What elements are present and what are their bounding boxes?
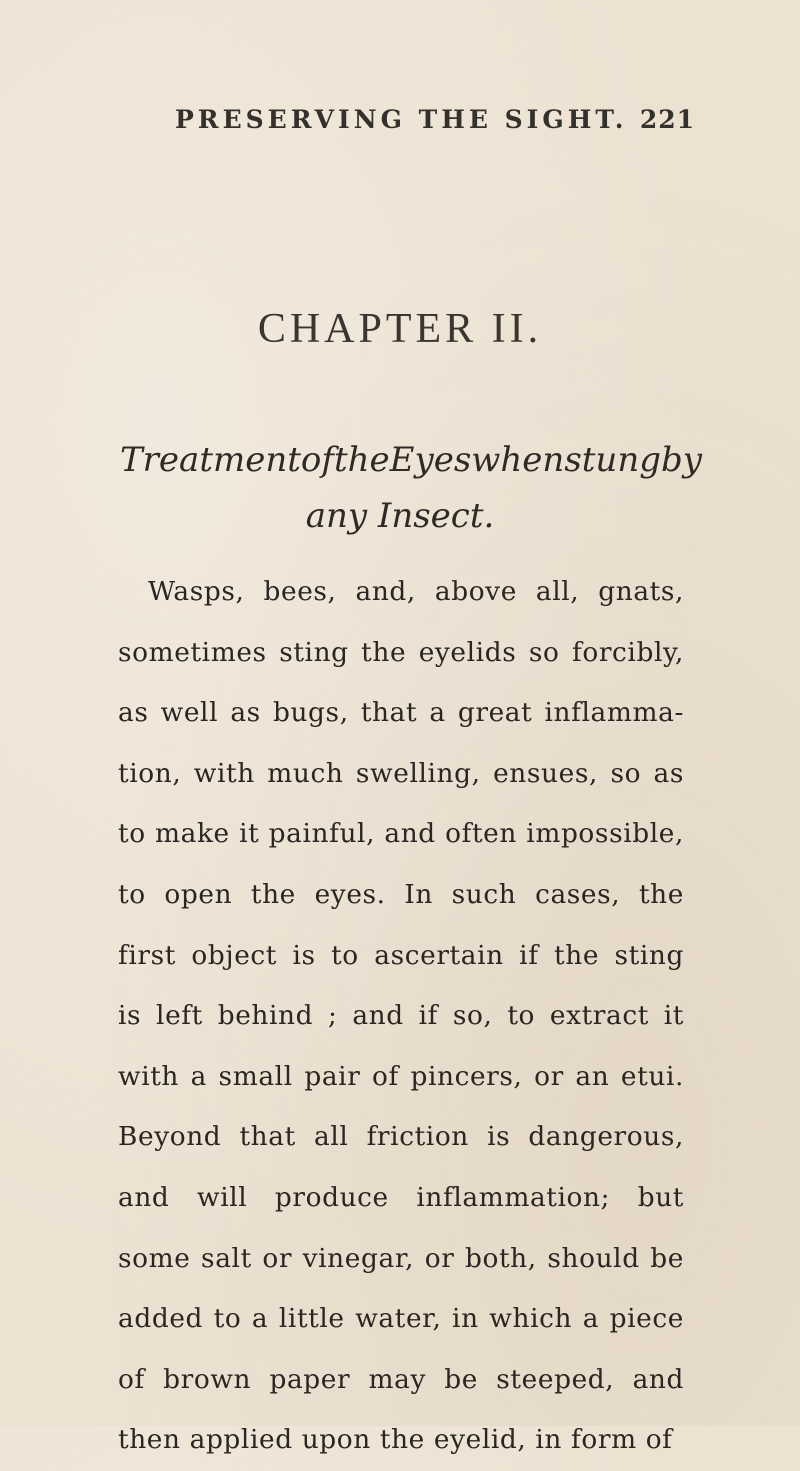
- subtitle-word: by: [660, 440, 702, 480]
- text-line: Wasps, bees, and, above all, gnats,: [148, 576, 684, 607]
- running-head: [175, 105, 695, 145]
- text-line: sometimes sting the eyelids so forcibly,: [118, 636, 684, 668]
- page-number: 221: [639, 105, 695, 134]
- body-paragraph: [118, 562, 684, 1471]
- chapter-heading: CHAPTER II.: [257, 306, 543, 352]
- text-line: and will produce inflammation; but: [118, 1181, 684, 1213]
- text-line: tion, with much swelling, ensues, so as: [118, 757, 684, 789]
- running-title: PRESERVING THE SIGHT.: [175, 105, 628, 134]
- subtitle-word: Eyes: [389, 440, 472, 480]
- text-line: to open the eyes. In such cases, the: [118, 878, 684, 910]
- subtitle-word: when: [471, 440, 565, 480]
- subtitle-word: Treatment: [120, 440, 301, 480]
- subtitle-line-1: [120, 432, 702, 488]
- subtitle-word: the: [333, 440, 390, 480]
- text-line: added to a little water, in which a piece: [118, 1303, 684, 1335]
- text-line: with a small pair of pincers, or an etui.: [118, 1060, 684, 1092]
- text-line: some salt or vinegar, or both, should be: [118, 1242, 684, 1274]
- text-line: to make it painful, and often impossible,: [118, 818, 684, 850]
- chapter-subtitle: [120, 432, 702, 544]
- text-line: is left behind ; and if so, to extract it: [118, 1000, 684, 1032]
- subtitle-word: stung: [564, 440, 661, 480]
- text-line: Beyond that all friction is dangerous,: [118, 1121, 684, 1153]
- text-line: as well as bugs, that a great inflamma-: [118, 697, 684, 729]
- subtitle-word: of: [300, 440, 334, 480]
- text-line: then applied upon the eyelid, in form of: [118, 1424, 673, 1456]
- text-line: first object is to ascertain if the sting: [118, 939, 684, 971]
- text-line: of brown paper may be steeped, and: [118, 1363, 684, 1395]
- subtitle-line-2: any Insect.: [305, 496, 495, 536]
